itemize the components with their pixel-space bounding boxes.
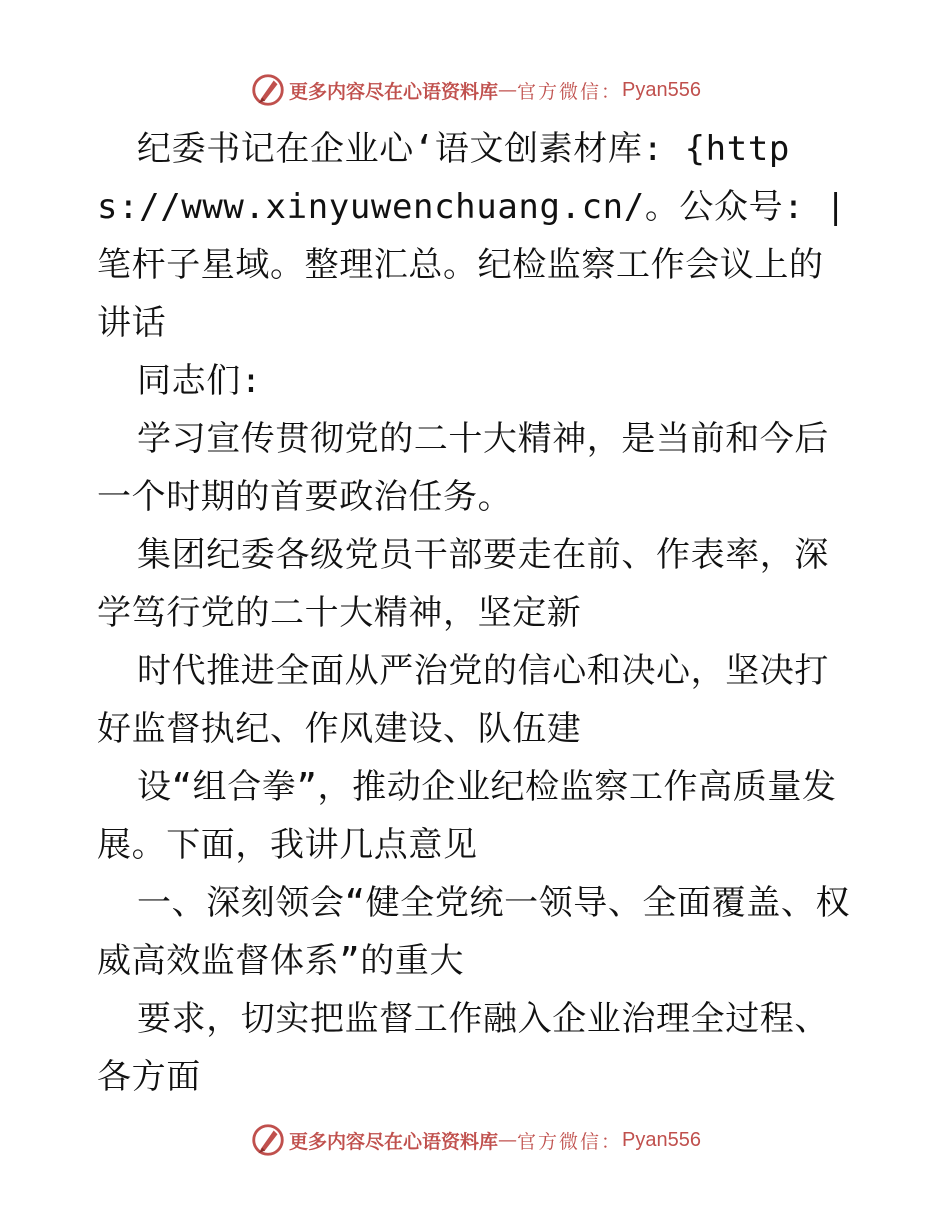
paragraph-title: 纪委书记在企业心‘语文创素材库: {https://www.xinyuwenchuang.cn/。公众号: |笔杆子星域。整理汇总。纪检监察工作会议上的讲话 bbox=[97, 129, 847, 343]
paragraph: 集团纪委各级党员干部要走在前、作表率，深学笃行党的二十大精神，坚定新 bbox=[97, 535, 829, 633]
pen-nib-logo-icon bbox=[249, 71, 287, 109]
paragraph-greeting: 同志们: bbox=[137, 361, 262, 401]
header-official-label: 官方微信： bbox=[517, 80, 623, 103]
footer-dash: — bbox=[498, 1129, 518, 1151]
paragraph: 设“组合拳”，推动企业纪检监察工作高质量发展。下面，我讲几点意见 bbox=[97, 767, 837, 865]
footer-site-text: 更多内容尽在心语资料库 bbox=[289, 1130, 499, 1153]
header-wechat-id: Pyan556 bbox=[622, 78, 701, 101]
footer-official-label: 官方微信： bbox=[517, 1130, 623, 1153]
header-banner bbox=[0, 68, 950, 112]
document-body bbox=[97, 120, 857, 1106]
footer-banner bbox=[0, 1118, 950, 1162]
header-dash: — bbox=[498, 79, 518, 101]
header-site-text: 更多内容尽在心语资料库 bbox=[289, 80, 499, 103]
pen-nib-logo-icon bbox=[249, 1121, 287, 1159]
paragraph-section-heading: 一、深刻领会“健全党统一领导、全面覆盖、权威高效监督体系”的重大 bbox=[97, 883, 851, 981]
footer-wechat-id: Pyan556 bbox=[622, 1128, 701, 1151]
paragraph: 时代推进全面从严治党的信心和决心，坚决打好监督执纪、作风建设、队伍建 bbox=[97, 651, 829, 749]
paragraph: 要求，切实把监督工作融入企业治理全过程、各方面 bbox=[97, 999, 829, 1097]
paragraph: 学习宣传贯彻党的二十大精神，是当前和今后一个时期的首要政治任务。 bbox=[97, 419, 829, 517]
